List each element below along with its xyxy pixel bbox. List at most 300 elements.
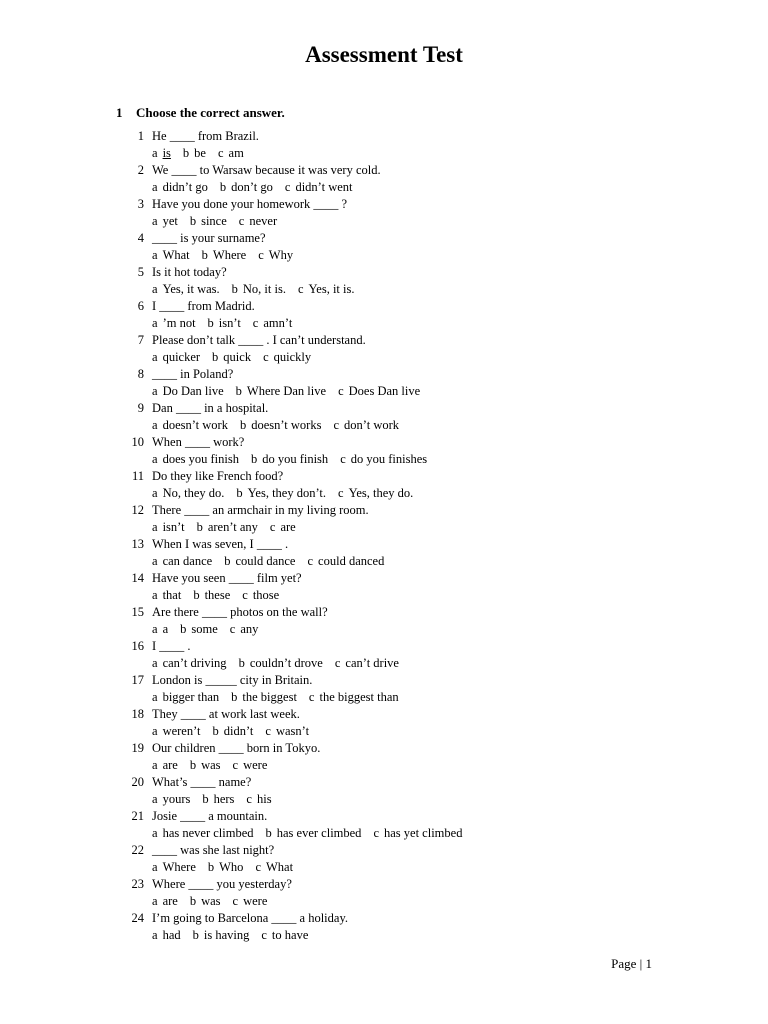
answer-option-b <box>236 383 326 400</box>
option-text: doesn’t work <box>162 418 228 432</box>
answer-option-c <box>373 825 462 842</box>
answer-option-a <box>152 417 228 434</box>
option-letter: a <box>152 554 158 568</box>
option-letter: b <box>231 690 238 704</box>
option-text: to have <box>271 928 309 942</box>
answer-options <box>152 519 308 536</box>
question-stem: Is it hot today? <box>152 265 227 279</box>
answer-option-a <box>152 587 181 604</box>
option-letter: b <box>182 146 190 160</box>
answer-option-b <box>212 349 251 366</box>
question-stem: London is _____ city in Britain. <box>152 673 313 687</box>
option-text: yet <box>162 214 178 228</box>
option-letter: b <box>189 214 197 228</box>
answer-option-a <box>152 723 201 740</box>
question-item <box>120 468 680 502</box>
option-text: didn’t went <box>295 180 353 194</box>
option-letter: c <box>255 860 261 874</box>
option-text: be <box>194 146 206 160</box>
question-item <box>120 808 680 842</box>
answer-option-a <box>152 757 178 774</box>
option-text: Where Dan live <box>246 384 327 398</box>
option-letter: c <box>373 826 379 840</box>
answer-options <box>152 927 320 944</box>
option-letter: a <box>152 588 158 602</box>
option-letter: a <box>152 214 158 228</box>
answer-option-b <box>190 757 221 774</box>
answer-options <box>152 179 365 196</box>
answer-option-b <box>213 723 254 740</box>
question-item <box>120 332 680 366</box>
option-letter: a <box>152 928 158 942</box>
option-text: couldn’t drove <box>249 656 323 670</box>
option-text: wasn’t <box>275 724 310 738</box>
section-instruction: Choose the correct answer. <box>136 105 285 120</box>
option-text: is having <box>203 928 250 942</box>
answer-option-c <box>233 893 268 910</box>
answer-option-b <box>251 451 328 468</box>
answer-option-b <box>236 485 326 502</box>
answer-option-a <box>152 383 224 400</box>
option-text: am <box>228 146 244 160</box>
question-stem: He ____ from Brazil. <box>152 129 259 143</box>
question-item <box>120 196 680 230</box>
option-text: since <box>201 214 227 228</box>
question-item <box>120 604 680 638</box>
answer-option-c <box>335 655 399 672</box>
answer-option-a <box>152 621 168 638</box>
option-text: was <box>201 894 221 908</box>
option-letter: c <box>307 554 314 568</box>
option-text: Who <box>219 860 244 874</box>
option-letter: a <box>152 520 158 534</box>
question-item <box>120 264 680 298</box>
question-stem: There ____ an armchair in my living room. <box>152 503 369 517</box>
section-heading <box>116 105 285 121</box>
question-number: 8 <box>137 367 144 381</box>
option-letter: c <box>232 758 239 772</box>
answer-options <box>152 859 305 876</box>
answer-options <box>152 689 411 706</box>
answer-options <box>152 825 474 842</box>
option-letter: a <box>152 792 158 806</box>
option-letter: b <box>196 520 203 534</box>
question-item <box>120 502 680 536</box>
answer-option-c <box>338 485 413 502</box>
question-number: 14 <box>131 571 144 585</box>
option-text: does you finish <box>162 452 239 466</box>
answer-option-a <box>152 349 200 366</box>
option-letter: c <box>265 724 271 738</box>
option-text: What <box>162 248 190 262</box>
option-letter: c <box>308 690 315 704</box>
answer-option-c <box>265 723 309 740</box>
answer-option-a <box>152 281 220 298</box>
answer-option-b <box>224 553 295 570</box>
answer-option-c <box>255 859 293 876</box>
answer-option-b <box>231 689 297 706</box>
answer-option-c <box>309 689 399 706</box>
option-letter: a <box>152 860 158 874</box>
question-number: 11 <box>131 469 144 483</box>
option-text: ’m not <box>162 316 196 330</box>
question-stem: Have you seen ____ film yet? <box>152 571 302 585</box>
option-text: a <box>162 622 169 636</box>
option-text: Does Dan live <box>348 384 421 398</box>
option-text: isn’t <box>218 316 241 330</box>
option-text: Yes, it is. <box>308 282 355 296</box>
option-letter: b <box>189 894 197 908</box>
option-letter: a <box>152 282 158 296</box>
question-item <box>120 162 680 196</box>
question-number: 24 <box>131 911 144 925</box>
answer-options <box>152 791 284 808</box>
question-list <box>120 128 680 944</box>
option-letter: b <box>180 622 187 636</box>
option-letter: b <box>207 316 214 330</box>
option-text: his <box>256 792 272 806</box>
option-letter: a <box>152 656 158 670</box>
question-item <box>120 536 680 570</box>
option-letter: b <box>265 826 272 840</box>
option-text: don’t go <box>231 180 273 194</box>
option-letter: c <box>338 486 344 500</box>
option-letter: c <box>242 588 248 602</box>
question-number: 16 <box>131 639 144 653</box>
option-text: quickly <box>273 350 312 364</box>
option-letter: a <box>152 826 158 840</box>
option-text: Where <box>162 860 196 874</box>
question-stem: Are there ____ photos on the wall? <box>152 605 328 619</box>
answer-option-b <box>232 281 286 298</box>
question-stem: When I was seven, I ____ . <box>152 537 289 551</box>
option-text: are <box>162 894 178 908</box>
option-text: No, they do. <box>162 486 225 500</box>
answer-options <box>152 383 432 400</box>
option-letter: b <box>250 452 258 466</box>
option-text: Do Dan live <box>162 384 224 398</box>
answer-options <box>152 213 289 230</box>
answer-option-a <box>152 213 178 230</box>
answer-option-b <box>193 587 230 604</box>
option-text: didn’t <box>223 724 254 738</box>
option-letter: a <box>152 146 158 160</box>
answer-options <box>152 655 411 672</box>
option-letter: b <box>193 588 200 602</box>
question-item <box>120 706 680 740</box>
option-letter: b <box>212 724 219 738</box>
option-text: were <box>243 758 268 772</box>
option-letter: c <box>217 146 224 160</box>
question-item <box>120 298 680 332</box>
question-item <box>120 910 680 944</box>
option-text: quicker <box>162 350 201 364</box>
option-letter: c <box>263 350 269 364</box>
answer-option-c <box>246 791 271 808</box>
answer-options <box>152 281 367 298</box>
question-number: 2 <box>137 163 144 177</box>
answer-option-b <box>197 519 258 536</box>
question-stem: When ____ work? <box>152 435 245 449</box>
option-text: can’t drive <box>345 656 399 670</box>
question-item <box>120 230 680 264</box>
answer-option-c <box>242 587 279 604</box>
answer-option-a <box>152 893 178 910</box>
answer-options <box>152 587 291 604</box>
answer-option-a <box>152 791 190 808</box>
option-text: was <box>201 758 221 772</box>
option-letter: b <box>212 350 219 364</box>
answer-options <box>152 349 323 366</box>
option-text: do you finishes <box>350 452 428 466</box>
option-letter: a <box>152 316 158 330</box>
option-letter: a <box>152 452 158 466</box>
question-stem: I’m going to Barcelona ____ a holiday. <box>152 911 349 925</box>
answer-option-a <box>152 485 224 502</box>
option-letter: a <box>152 180 158 194</box>
answer-option-b <box>239 655 323 672</box>
answer-option-a <box>152 927 181 944</box>
answer-options <box>152 893 279 910</box>
option-text: Yes, it was. <box>162 282 220 296</box>
option-text: are <box>162 758 178 772</box>
answer-options <box>152 145 256 162</box>
option-text: those <box>252 588 280 602</box>
question-number: 22 <box>131 843 144 857</box>
question-number: 23 <box>131 877 144 891</box>
option-text: quick <box>223 350 252 364</box>
question-item <box>120 570 680 604</box>
question-item <box>120 434 680 468</box>
option-letter: b <box>235 384 242 398</box>
question-number: 20 <box>131 775 144 789</box>
question-item <box>120 366 680 400</box>
option-letter: b <box>219 180 227 194</box>
question-stem: Do they like French food? <box>152 469 284 483</box>
answer-option-a <box>152 247 190 264</box>
question-stem: Our children ____ born in Tokyo. <box>152 741 321 755</box>
option-letter: b <box>207 860 215 874</box>
option-text: doesn’t works <box>251 418 322 432</box>
option-text: were <box>243 894 268 908</box>
option-letter: b <box>238 656 245 670</box>
option-letter: c <box>246 792 252 806</box>
option-letter: a <box>152 418 158 432</box>
answer-options <box>152 757 279 774</box>
question-number: 4 <box>137 231 144 245</box>
question-number: 13 <box>131 537 144 551</box>
section-number: 1 <box>116 105 123 120</box>
answer-options <box>152 553 396 570</box>
answer-option-b <box>266 825 362 842</box>
answer-option-a <box>152 859 196 876</box>
option-letter: a <box>152 758 158 772</box>
question-stem: We ____ to Warsaw because it was very cold. <box>152 163 381 177</box>
answer-option-c <box>340 451 427 468</box>
question-number: 18 <box>131 707 144 721</box>
question-stem: Please don’t talk ____ . I can’t understand. <box>152 333 366 347</box>
question-number: 5 <box>137 265 144 279</box>
question-item <box>120 400 680 434</box>
option-text: these <box>204 588 231 602</box>
answer-option-a <box>152 145 171 162</box>
answer-options <box>152 451 439 468</box>
option-text: the biggest <box>242 690 297 704</box>
option-text: Yes, they don’t. <box>247 486 326 500</box>
answer-option-c <box>253 315 293 332</box>
answer-option-c <box>298 281 355 298</box>
answer-options <box>152 247 305 264</box>
option-letter: b <box>202 792 209 806</box>
question-stem: ____ was she last night? <box>152 843 275 857</box>
question-number: 3 <box>137 197 144 211</box>
option-letter: c <box>284 180 291 194</box>
question-stem: ____ in Poland? <box>152 367 234 381</box>
page-title: Assessment Test <box>305 42 463 67</box>
option-text: bigger than <box>162 690 220 704</box>
answer-option-c <box>230 621 259 638</box>
answer-option-c <box>270 519 296 536</box>
question-stem: They ____ at work last week. <box>152 707 300 721</box>
option-text: isn’t <box>162 520 185 534</box>
option-letter: b <box>224 554 231 568</box>
answer-option-b <box>240 417 322 434</box>
option-letter: c <box>269 520 276 534</box>
question-number: 12 <box>131 503 144 517</box>
question-stem: I ____ . <box>152 639 191 653</box>
question-number: 1 <box>137 129 144 143</box>
option-text: aren’t any <box>207 520 258 534</box>
question-number: 7 <box>137 333 144 347</box>
question-number: 9 <box>137 401 144 415</box>
option-letter: b <box>231 282 238 296</box>
question-number: 17 <box>131 673 144 687</box>
option-text: No, it is. <box>242 282 286 296</box>
answer-option-a <box>152 451 239 468</box>
answer-option-a <box>152 315 196 332</box>
option-text: hers <box>213 792 235 806</box>
option-text: can’t driving <box>162 656 227 670</box>
question-item <box>120 842 680 876</box>
option-letter: c <box>252 316 259 330</box>
option-letter: a <box>152 894 158 908</box>
answer-option-a <box>152 519 185 536</box>
answer-options <box>152 723 321 740</box>
option-letter: a <box>152 350 158 364</box>
option-text: What <box>266 860 294 874</box>
answer-option-c <box>258 247 293 264</box>
answer-option-a <box>152 179 208 196</box>
answer-option-c <box>285 179 353 196</box>
option-text: has never climbed <box>162 826 254 840</box>
option-text: Yes, they do. <box>348 486 414 500</box>
answer-option-b <box>183 145 206 162</box>
option-letter: b <box>192 928 199 942</box>
question-item <box>120 128 680 162</box>
question-item <box>120 774 680 808</box>
option-text: can dance <box>162 554 213 568</box>
option-text: could dance <box>235 554 296 568</box>
answer-option-a <box>152 553 212 570</box>
option-text: could danced <box>318 554 385 568</box>
option-text: didn’t go <box>162 180 208 194</box>
answer-option-a <box>152 655 227 672</box>
question-stem: ____ is your surname? <box>152 231 266 245</box>
answer-option-c <box>233 757 268 774</box>
option-text: don’t work <box>344 418 400 432</box>
option-letter: a <box>152 248 158 262</box>
option-letter: c <box>229 622 236 636</box>
question-number: 21 <box>131 809 144 823</box>
page-number: Page | 1 <box>611 956 652 971</box>
question-item <box>120 638 680 672</box>
option-letter: b <box>239 418 247 432</box>
answer-option-b <box>208 315 241 332</box>
option-text: Where <box>212 248 247 262</box>
answer-options <box>152 621 270 638</box>
option-letter: a <box>152 486 158 500</box>
option-letter: c <box>232 894 239 908</box>
option-letter: c <box>340 452 346 466</box>
option-text: yours <box>162 792 191 806</box>
answer-option-a <box>152 689 219 706</box>
option-text: is <box>162 146 171 160</box>
answer-option-c <box>261 927 308 944</box>
question-number: 10 <box>131 435 144 449</box>
answer-option-b <box>208 859 244 876</box>
answer-option-b <box>190 213 227 230</box>
option-letter: c <box>297 282 304 296</box>
question-stem: I ____ from Madrid. <box>152 299 255 313</box>
option-letter: b <box>236 486 243 500</box>
option-text: has yet climbed <box>384 826 463 840</box>
option-text: are <box>280 520 296 534</box>
question-stem: Have you done your homework ____ ? <box>152 197 348 211</box>
option-text: any <box>240 622 259 636</box>
answer-options <box>152 485 425 502</box>
option-letter: c <box>338 384 344 398</box>
option-letter: c <box>258 248 264 262</box>
option-letter: a <box>152 690 158 704</box>
question-stem: Where ____ you yesterday? <box>152 877 292 891</box>
option-letter: a <box>152 384 158 398</box>
answer-option-c <box>338 383 420 400</box>
answer-option-b <box>180 621 218 638</box>
answer-option-c <box>239 213 277 230</box>
answer-option-c <box>263 349 311 366</box>
answer-option-b <box>202 247 247 264</box>
question-stem: Josie ____ a mountain. <box>152 809 268 823</box>
question-number: 6 <box>137 299 144 313</box>
answer-options <box>152 315 304 332</box>
answer-option-b <box>220 179 273 196</box>
option-letter: c <box>261 928 267 942</box>
answer-option-a <box>152 825 254 842</box>
option-letter: b <box>201 248 208 262</box>
answer-option-b <box>202 791 234 808</box>
question-number: 15 <box>131 605 144 619</box>
answer-option-b <box>190 893 221 910</box>
option-text: weren’t <box>162 724 201 738</box>
option-text: amn’t <box>263 316 293 330</box>
option-letter: a <box>152 622 158 636</box>
answer-option-c <box>333 417 399 434</box>
option-text: had <box>162 928 181 942</box>
answer-option-c <box>218 145 244 162</box>
question-item <box>120 876 680 910</box>
question-number: 19 <box>131 741 144 755</box>
question-stem: Dan ____ in a hospital. <box>152 401 269 415</box>
